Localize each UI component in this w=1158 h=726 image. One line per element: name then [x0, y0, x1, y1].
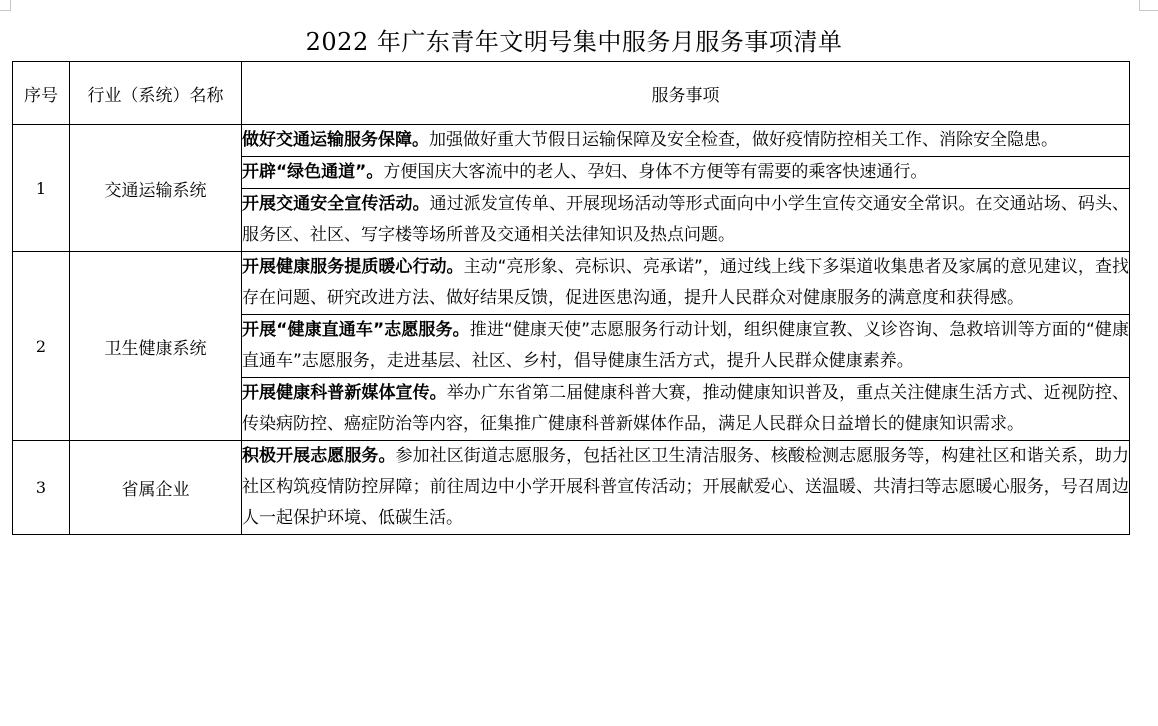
service-item-text: 方便国庆大客流中的老人、孕妇、身体不方便等有需要的乘客快速通行。	[383, 162, 928, 182]
table-row	[13, 441, 1130, 535]
service-item-text: 通过派发宣传单、开展现场活动等形式面向中小学生宣传交通安全常识。在交通站场、码头、服务区、社区、写字楼等场所普及交通相关法律知识及热点问题。	[242, 194, 1130, 245]
service-item	[242, 189, 1130, 252]
table-header-row	[13, 62, 1130, 125]
service-item-heading: 开展健康科普新媒体宣传。	[242, 383, 447, 403]
service-item	[242, 157, 1130, 189]
service-item-heading: 开展交通安全宣传活动。	[242, 194, 430, 214]
header-industry: 行业（系统）名称	[70, 62, 242, 125]
service-item-text: 推进“健康天使”志愿服务行动计划，组织健康宣教、义诊咨询、急救培训等方面的“健康直通车”志愿服务，走进基层、社区、乡村，倡导健康生活方式，提升人民群众健康素养。	[242, 320, 1129, 371]
service-item	[242, 315, 1130, 378]
industry-name: 省属企业	[70, 441, 242, 535]
table-row	[13, 252, 1130, 315]
service-item	[242, 252, 1130, 315]
header-services: 服务事项	[242, 62, 1130, 125]
header-index: 序号	[13, 62, 70, 125]
service-item-text: 参加社区街道志愿服务，包括社区卫生清洁服务、核酸检测志愿服务等，构建社区和谐关系，助力社区构筑疫情防控屏障；前往周边中小学开展科普宣传活动；开展献爱心、送温暖、共清扫等志愿暖心服务，号召周边人一起保护环境、低碳生活。	[242, 446, 1129, 528]
service-item-heading: 开展健康服务提质暖心行动。	[242, 257, 464, 277]
service-item	[242, 125, 1130, 157]
service-item-heading: 做好交通运输服务保障。	[242, 130, 429, 150]
service-item-text: 加强做好重大节假日运输保障及安全检查，做好疫情防控相关工作、消除安全隐患。	[429, 130, 1058, 150]
row-index: 2	[13, 252, 70, 441]
table-row	[13, 125, 1130, 157]
service-item-heading: 开辟“绿色通道”。	[242, 162, 384, 182]
service-item-heading: 开展“健康直通车”志愿服务。	[242, 320, 470, 340]
row-index: 1	[13, 125, 70, 252]
industry-name: 卫生健康系统	[70, 252, 242, 441]
row-index: 3	[13, 441, 70, 535]
page-corner-mark-left	[0, 0, 11, 11]
service-item	[242, 378, 1130, 441]
industry-name: 交通运输系统	[70, 125, 242, 252]
document-title: 2022 年广东青年文明号集中服务月服务事项清单	[305, 28, 843, 56]
service-item	[242, 441, 1130, 535]
page-corner-mark-right	[1139, 0, 1158, 11]
service-item-text: 举办广东省第二届健康科普大赛，推动健康知识普及，重点关注健康生活方式、近视防控、传染病防控、癌症防治等内容，征集推广健康科普新媒体作品，满足人民群众日益增长的健康知识需求。	[242, 383, 1130, 434]
service-item-heading: 积极开展志愿服务。	[242, 446, 396, 466]
service-list-table	[12, 61, 1130, 535]
service-item-text: 主动“亮形象、亮标识、亮承诺”，通过线上线下多渠道收集患者及家属的意见建议，查找存在问题、研究改进方法、做好结果反馈，促进医患沟通，提升人民群众对健康服务的满意度和获得感。	[242, 257, 1129, 308]
